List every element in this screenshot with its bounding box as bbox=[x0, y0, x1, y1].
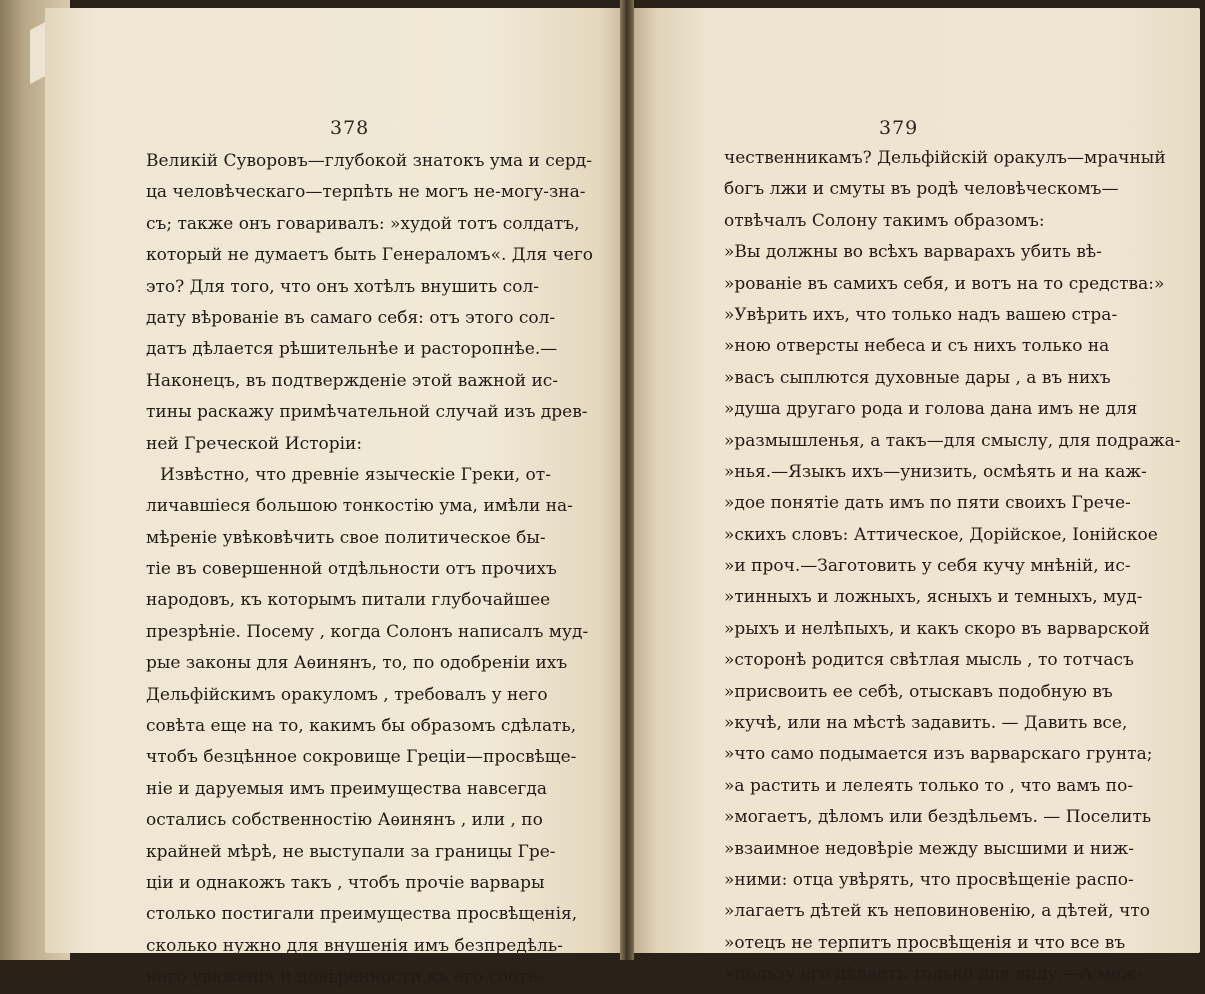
text-line: чественникамъ? Дельфійскій оракулъ—мрачный bbox=[724, 148, 1166, 168]
text-line: Извѣстно, что древніе языческіе Греки, от- bbox=[160, 464, 551, 485]
text-line: столько постигали преимущества просвѣщенія, bbox=[146, 904, 578, 925]
text-line: рые законы для Аѳинянъ, то, по одобреніи ихъ bbox=[146, 653, 568, 674]
text-line: »дое понятіе дать имъ по пяти своихъ Грече- bbox=[724, 493, 1131, 514]
text-line: съ; также онъ говаривалъ: »худой тотъ солдатъ, bbox=[146, 213, 580, 234]
text-line: »рованіе въ самихъ себя, и вотъ на то средства:» bbox=[724, 273, 1165, 294]
right-page-text bbox=[724, 143, 1181, 991]
text-line: личавшіеся большою тонкостію ума, имѣли на- bbox=[146, 496, 573, 517]
text-line: чтобъ безцѣнное сокровище Греціи—просвѣще- bbox=[146, 747, 577, 768]
text-line: ней Греческой Исторіи: bbox=[146, 433, 363, 454]
text-line: датъ дѣлается рѣшительнѣе и расторопнѣе.— bbox=[146, 339, 558, 360]
text-line: »размышленья, а такъ—для смыслу, для подража- bbox=[724, 430, 1181, 451]
text-line: »Увѣрить ихъ, что только надъ вашею стра- bbox=[724, 304, 1118, 325]
text-line: остались собственностію Аѳинянъ , или , по bbox=[146, 810, 543, 831]
text-line: совѣта еще на то, какимъ бы образомъ сдѣлать, bbox=[146, 716, 577, 737]
left-page-number: 378 bbox=[330, 117, 370, 139]
text-line: »присвоить ее себѣ, отыскавъ подобную въ bbox=[724, 681, 1113, 702]
text-line: »ними: отца увѣрять, что просвѣщеніе распо- bbox=[724, 869, 1134, 890]
text-line: »сторонѣ родится свѣтлая мысль , то тотчасъ bbox=[724, 650, 1134, 671]
text-line: народовъ, къ которымъ питали глубочайшее bbox=[146, 590, 551, 611]
text-line: отвѣчалъ Солону такимъ образомъ: bbox=[724, 210, 1045, 231]
text-line: ціи и однакожъ такъ , чтобъ прочіе варвары bbox=[146, 872, 545, 893]
left-page-text bbox=[146, 146, 593, 994]
text-line: »что само подымается изъ варварскаго грунта; bbox=[724, 744, 1153, 765]
text-line: тины раскажу примѣчательной случай изъ древ- bbox=[146, 402, 588, 423]
text-line: »тинныхъ и ложныхъ, ясныхъ и темныхъ, муд- bbox=[724, 587, 1143, 608]
text-line: »и проч.—Заготовить у себя кучу мнѣній, ис- bbox=[724, 556, 1131, 577]
book-gutter bbox=[620, 0, 634, 960]
text-line: »отецъ не терпитъ просвѣщенія и что все въ bbox=[724, 932, 1126, 953]
text-line: крайней мѣрѣ, не выступали за границы Гре- bbox=[146, 841, 556, 862]
text-line: тіе въ совершенной отдѣльности отъ прочихъ bbox=[146, 559, 557, 580]
text-line: »скихъ словъ: Аттическое, Дорійское, Іонійское bbox=[724, 524, 1158, 545]
text-line: »пользу его дѣлаетъ только для виду.—А меж- bbox=[724, 964, 1143, 985]
text-line: который не думаетъ быть Генераломъ«. Для чего bbox=[146, 245, 593, 266]
text-line: Великій Суворовъ—глубокой знатокъ ума и серд- bbox=[146, 151, 592, 171]
text-line: »нья.—Языкъ ихъ—унизить, осмѣять и на каж- bbox=[724, 461, 1147, 482]
text-line: »душа другаго рода и голова дана имъ не для bbox=[724, 399, 1138, 420]
text-line: ца человѣческаго—терпѣть не могъ не-могу-зна- bbox=[146, 182, 586, 203]
text-line: »Вы должны во всѣхъ варварахъ убить вѣ- bbox=[724, 242, 1102, 263]
text-line: »могаетъ, дѣломъ или бездѣльемъ. — Поселить bbox=[724, 807, 1152, 828]
text-line: ніе и даруемыя имъ преимущества навсегда bbox=[146, 778, 548, 799]
text-line: богъ лжи и смуты въ родѣ человѣческомъ— bbox=[724, 179, 1119, 200]
text-line: презрѣніе. Посему , когда Солонъ написалъ муд- bbox=[146, 621, 589, 642]
text-line: дату вѣрованіе въ самаго себя: отъ этого сол- bbox=[146, 307, 556, 328]
text-line: наго уваженія и довѣренности къ его соотe- bbox=[146, 967, 544, 988]
text-line: мѣреніе увѣковѣчить свое политическое бы- bbox=[146, 527, 546, 548]
text-line: Дельфійскимъ оракуломъ , требовалъ у него bbox=[146, 684, 548, 705]
text-line: »а растить и лелеять только то , что вамъ по- bbox=[724, 775, 1134, 796]
text-line: Наконецъ, въ подтвержденіе этой важной ис- bbox=[146, 370, 559, 391]
text-line: »лагаетъ дѣтей къ неповиновенію, а дѣтей, что bbox=[724, 901, 1150, 922]
text-line: сколько нужно для внушенія имъ безпредѣль- bbox=[146, 935, 563, 956]
text-line: »кучѣ, или на мѣстѣ задавить. — Давить все, bbox=[724, 713, 1128, 734]
text-line: »рыхъ и нелѣпыхъ, и какъ скоро въ варварской bbox=[724, 618, 1150, 639]
text-line: это? Для того, что онъ хотѣлъ внушить сол- bbox=[146, 276, 539, 297]
text-line: »васъ сыплются духовные дары , а въ нихъ bbox=[724, 367, 1111, 388]
right-page-number: 379 bbox=[879, 117, 919, 139]
text-line: »взаимное недовѣріе между высшими и ниж- bbox=[724, 838, 1134, 859]
text-line: »ною отверсты небеса и съ нихъ только на bbox=[724, 336, 1110, 357]
